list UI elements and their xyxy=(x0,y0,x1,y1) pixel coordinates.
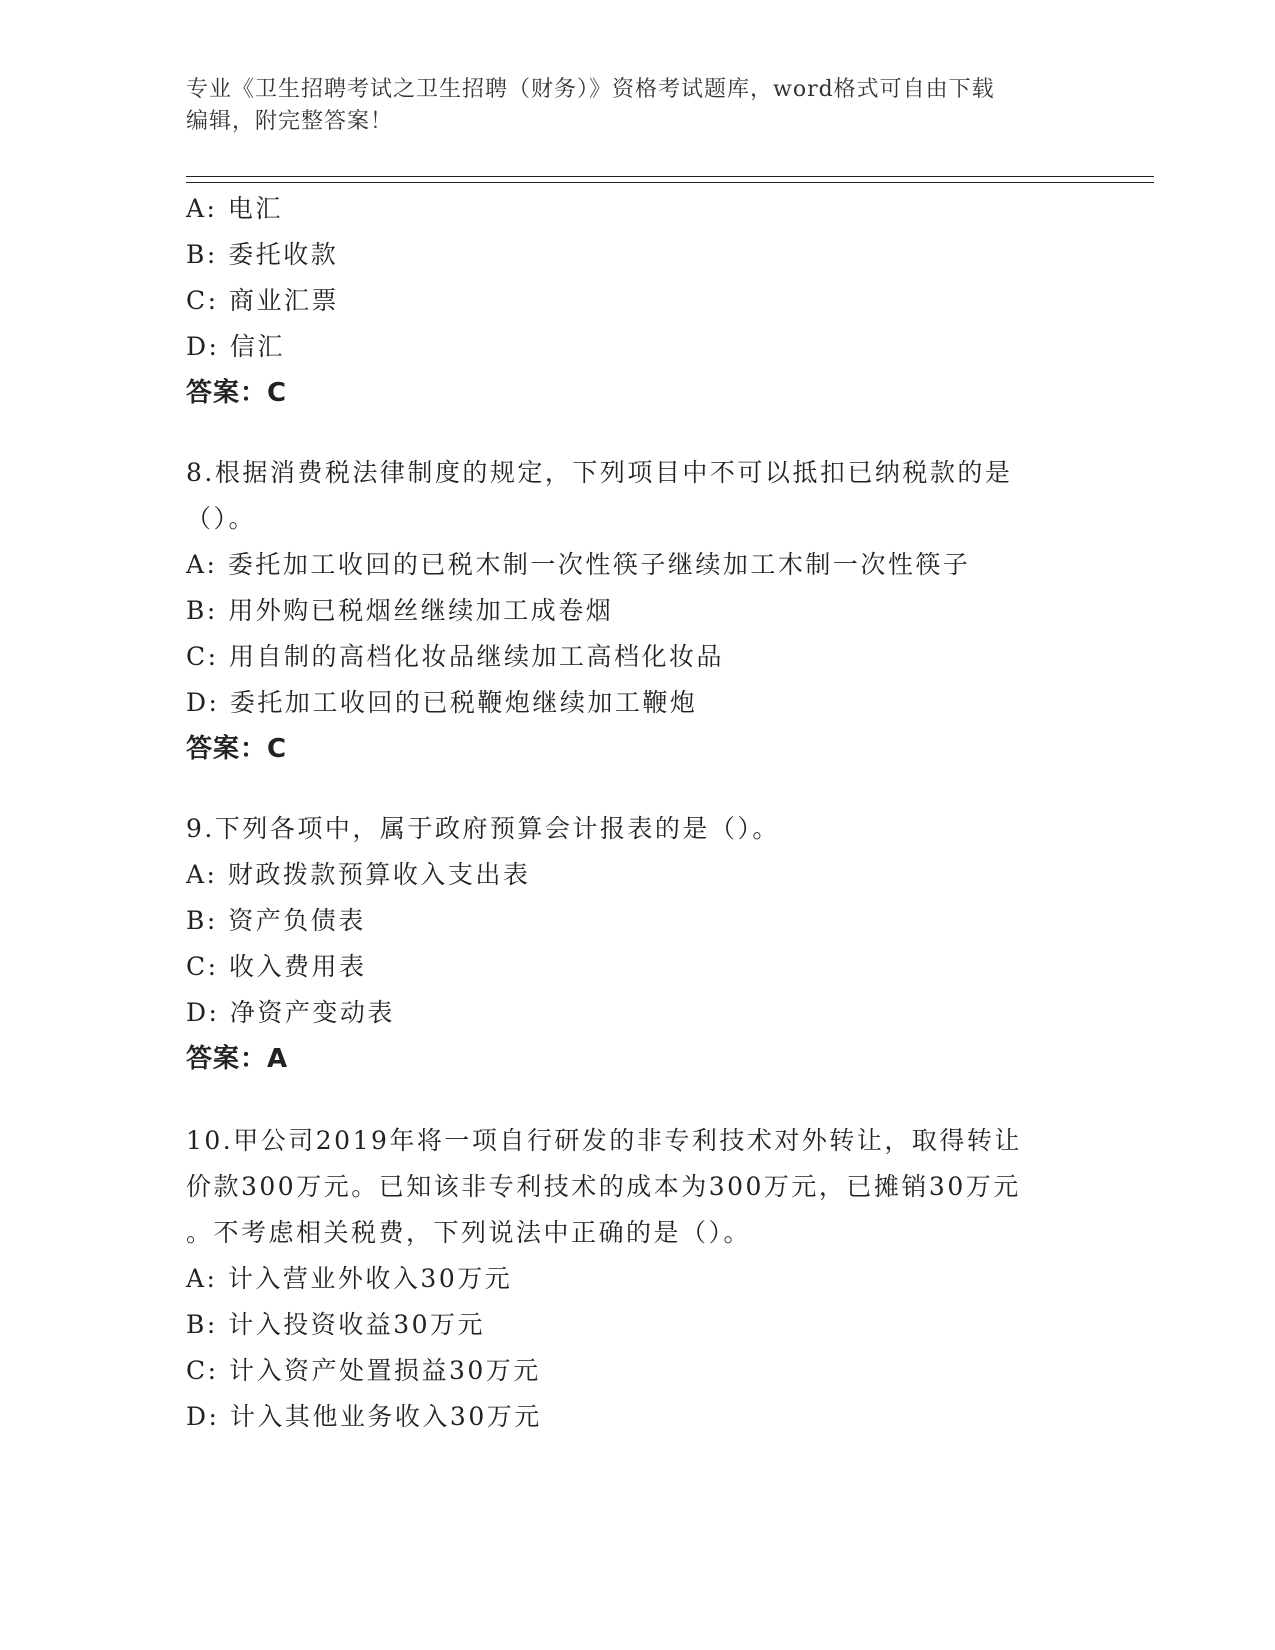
header-line-2: 编辑，附完整答案！ xyxy=(186,109,394,134)
option-a: A: 计入营业外收入30万元 xyxy=(186,1264,513,1293)
option-a: A: 财政拨款预算收入支出表 xyxy=(186,860,531,889)
answer-line: 答案：A xyxy=(186,1044,289,1074)
option-c: C: 计入资产处置损益30万元 xyxy=(186,1356,541,1385)
question-stem: 价款300万元。已知该非专利技术的成本为300万元，已摊销30万元 xyxy=(186,1172,1021,1201)
option-c: C: 商业汇票 xyxy=(186,286,339,315)
header-divider xyxy=(186,176,1154,183)
option-a: A: 委托加工收回的已税木制一次性筷子继续加工木制一次性筷子 xyxy=(186,550,971,579)
option-b: B: 用外购已税烟丝继续加工成卷烟 xyxy=(186,596,614,625)
question-stem: 8.根据消费税法律制度的规定，下列项目中不可以抵扣已纳税款的是 xyxy=(186,458,1013,487)
option-b: B: 资产负债表 xyxy=(186,906,366,935)
option-d: D: 计入其他业务收入30万元 xyxy=(186,1402,542,1431)
answer-line: 答案：C xyxy=(186,378,288,408)
header-line-1: 专业《卫生招聘考试之卫生招聘（财务）》资格考试题库，word格式可自由下载 xyxy=(186,77,995,102)
answer-line: 答案：C xyxy=(186,734,288,764)
option-c: C: 用自制的高档化妆品继续加工高档化妆品 xyxy=(186,642,724,671)
option-d: D: 信汇 xyxy=(186,332,285,361)
question-stem: 9.下列各项中，属于政府预算会计报表的是（）。 xyxy=(186,814,780,843)
document-header xyxy=(186,74,1086,138)
question-9 xyxy=(186,806,1146,1082)
question-stem: 。不考虑相关税费，下列说法中正确的是（）。 xyxy=(186,1218,752,1247)
option-d: D: 委托加工收回的已税鞭炮继续加工鞭炮 xyxy=(186,688,698,717)
option-d: D: 净资产变动表 xyxy=(186,998,395,1027)
question-stem: （）。 xyxy=(186,504,257,533)
question-stem: 10.甲公司2019年将一项自行研发的非专利技术对外转让，取得转让 xyxy=(186,1126,1022,1155)
question-7 xyxy=(186,186,1146,416)
question-list xyxy=(186,186,1146,1440)
question-8 xyxy=(186,450,1146,772)
option-a: A: 电汇 xyxy=(186,194,283,223)
question-10 xyxy=(186,1118,1146,1440)
option-b: B: 计入投资收益30万元 xyxy=(186,1310,486,1339)
option-c: C: 收入费用表 xyxy=(186,952,367,981)
option-b: B: 委托收款 xyxy=(186,240,339,269)
